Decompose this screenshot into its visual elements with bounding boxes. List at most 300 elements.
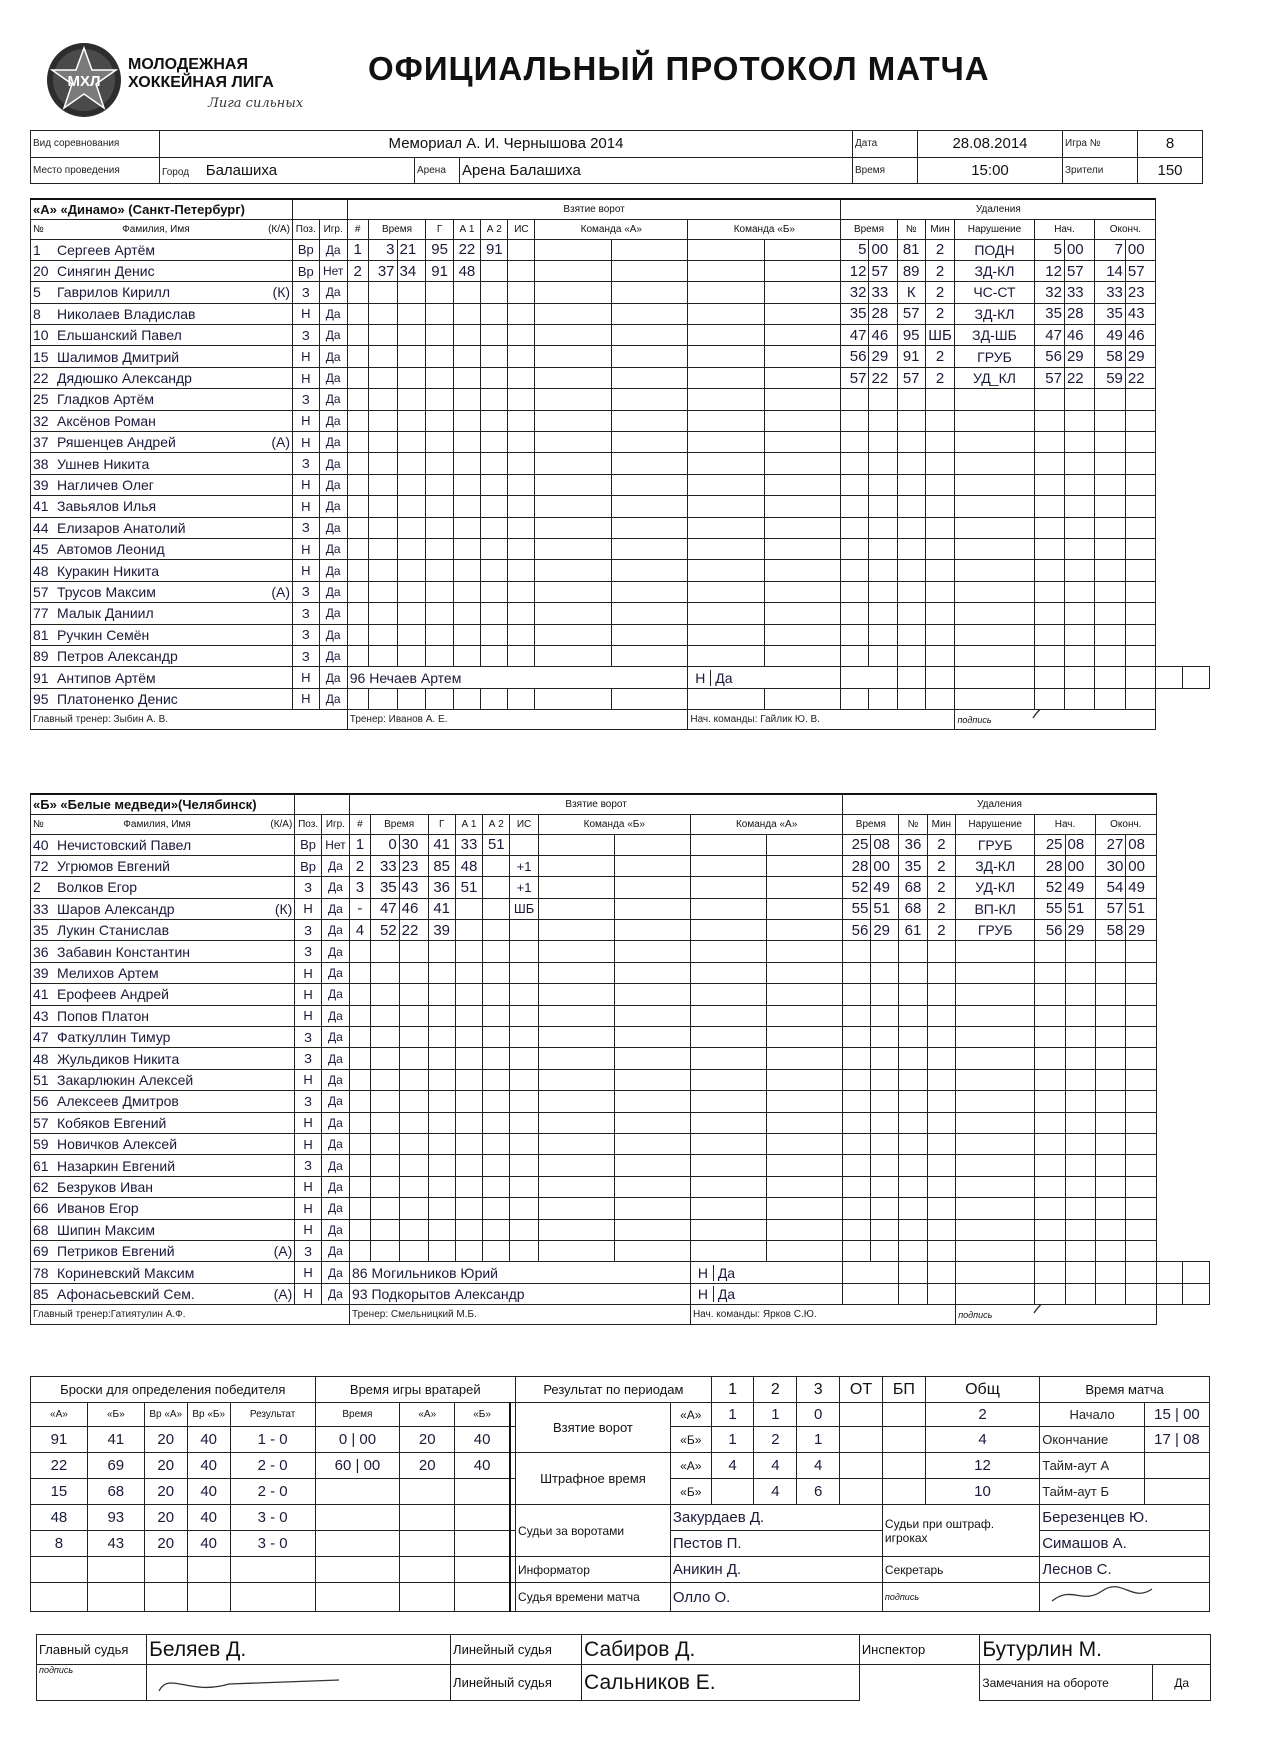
teamB-pen-start-sec (1065, 1219, 1095, 1240)
teamB-player-pos: З (295, 1091, 322, 1112)
teamB-player-play: Да (321, 1048, 349, 1069)
teamB-player-no: 40 (33, 836, 49, 853)
teamB-goal-min: 35 (370, 877, 399, 898)
teamB-pen-end-min (1095, 1069, 1125, 1090)
goal-judge-1: Закурдаев Д. (670, 1505, 882, 1531)
teamB-pen-minutes (927, 1069, 956, 1090)
teamB-pen-min (899, 1262, 927, 1283)
teamA-pen-min (841, 560, 869, 581)
teamA-col-name: Фамилия, Имя (122, 223, 190, 235)
teamB-player-name: Афонасьевский Сем. (57, 1285, 195, 1302)
teamB-pen-end-min (1095, 1091, 1125, 1112)
teamA-goal-scorer (426, 432, 453, 453)
teamB-goal-scorer (428, 1219, 455, 1240)
teamB-pen-start-sec (1065, 1069, 1095, 1090)
teamB-goal-no (350, 1198, 371, 1219)
teamB-player-name: Петриков Евгений (57, 1243, 175, 1260)
teamB-player-no: 78 (33, 1264, 49, 1281)
teamB-goal-a1 (455, 1176, 482, 1197)
teamB-pen-end-sec (1126, 1027, 1156, 1048)
teamA-player-no: 41 (33, 498, 49, 515)
teamB-goal-sec: 46 (399, 898, 428, 919)
teamB-col-pen-start: Нач. (1035, 814, 1096, 834)
teamA-goal-no (347, 624, 368, 645)
teamB-pen-minutes (927, 1240, 956, 1261)
teamA-pen-start-sec (1064, 645, 1094, 666)
teamB-goal-a2 (483, 1005, 510, 1026)
teamA-goal-min (368, 474, 397, 495)
teamA-pen-player: 57 (897, 303, 925, 324)
teamB-player-name: Нечистовский Павел (57, 836, 192, 853)
teamA-goal-no (347, 474, 368, 495)
game-value: 8 (1138, 131, 1203, 158)
teamB-pen-sec: 08 (871, 834, 899, 855)
pim-a-bp (882, 1453, 925, 1479)
teamA-pen-sec (925, 667, 955, 688)
teamA-pen-end-sec (1125, 432, 1155, 453)
teamA-pen-player: 95 (897, 325, 925, 346)
goals-a-p1: 1 (711, 1403, 754, 1427)
teamA-pen-min (841, 389, 869, 410)
teamA-goal-min (368, 432, 397, 453)
teamB-pen-start-sec (1065, 1155, 1095, 1176)
teamB-pen-minutes (927, 941, 956, 962)
teamA-player-ka: (А) (271, 583, 291, 600)
teamB-player-play: Да (321, 1283, 349, 1304)
teamA-player-no: 39 (33, 476, 49, 493)
teamB-goal-a2 (483, 1240, 510, 1261)
teamA-pen-minutes (925, 603, 955, 624)
teamB-player-pos: З (295, 1155, 322, 1176)
teamA-player-play: Да (319, 389, 347, 410)
teamA-pen-end-sec: 43 (1125, 303, 1155, 324)
teamB-goal-a2 (483, 1091, 510, 1112)
teamA-goal-sec (397, 517, 426, 538)
teamA-pen-end-sec (1125, 517, 1155, 538)
arena-label: Арена (415, 157, 460, 184)
teamB-penalties-title: Удаления (843, 794, 1156, 814)
teamB-pen-player: 35 (899, 855, 927, 876)
teamA-goal-a1 (453, 325, 480, 346)
teamA-player-no: 37 (33, 434, 49, 451)
teamA-pen-start-min (1034, 603, 1064, 624)
teamA-pen-end-sec: 29 (1125, 346, 1155, 367)
teamB-goal-scorer (428, 1133, 455, 1154)
teamB-pen-violation (956, 1069, 1035, 1090)
teamA-table-row (31, 688, 1210, 709)
goalie-row-2-a: 20 (400, 1453, 455, 1479)
teamA-pen-end-min (1095, 560, 1125, 581)
teamA-player-play: Да (319, 282, 347, 303)
teamA-pen-start-min (1034, 538, 1064, 559)
teamB-goal-is (510, 1133, 538, 1154)
teamB-pen-player (899, 1048, 927, 1069)
teamA-goal-is (508, 474, 535, 495)
teamB-goal-sec (399, 962, 428, 983)
teamB-goal-a1 (455, 1091, 482, 1112)
teamA-goal-a2 (481, 581, 508, 602)
teamA-pen-start-sec: 00 (1064, 239, 1094, 260)
teamA-player-name: Гаврилов Кирилл (57, 284, 170, 301)
teamA-goal-a1 (453, 581, 480, 602)
teamA-pen-player: 91 (897, 346, 925, 367)
teamA-pen-min (897, 667, 925, 688)
teamA-pen-sec: 46 (869, 325, 897, 346)
teamB-pen-player (899, 1005, 927, 1026)
teamA-pen-end-min (1095, 538, 1125, 559)
teamB-goal-no: - (350, 898, 371, 919)
teamB-goal-is: +1 (510, 877, 538, 898)
teamB-player-pos: З (295, 920, 322, 941)
teamA-pen-min: 12 (841, 260, 869, 281)
teamA-goal-a1 (453, 367, 480, 388)
teamA-pen-start-min (1034, 624, 1064, 645)
teamB-goal-a2 (483, 1112, 510, 1133)
teamA-goal-scorer (426, 624, 453, 645)
teamB-player-no: 36 (33, 943, 49, 960)
time-label: Время (853, 157, 918, 184)
shootout-row-4-a: 48 (31, 1505, 88, 1531)
teamA-player-pos: З (293, 645, 320, 666)
teamA-goal-a1: 22 (453, 239, 480, 260)
teamB-player-pos: Н (295, 984, 322, 1005)
teamA-player-pos: З (293, 453, 320, 474)
teamB-goal-no: 1 (350, 834, 371, 855)
teamA-table-row (31, 367, 1210, 388)
teamB-goal-scorer (428, 1155, 455, 1176)
teamB-pen-violation: ГРУБ (956, 920, 1035, 941)
teamB-player-no: 35 (33, 922, 49, 939)
teamA-col-play: Игр. (319, 219, 347, 239)
teamA-pen-player: 81 (897, 239, 925, 260)
teamA-player-name: Ельшанский Павел (57, 327, 182, 344)
time-value: 15:00 (918, 157, 1063, 184)
teamA-col-pen-start: Нач. (1034, 219, 1095, 239)
teamB-pen-min (843, 1240, 871, 1261)
teamA-pen-sec: 57 (869, 260, 897, 281)
teamB-col-pen-viol: Нарушение (956, 814, 1035, 834)
teamB-pen-player: 61 (899, 920, 927, 941)
teamA-pen-end-min: 35 (1095, 303, 1125, 324)
teamA-goal-no (347, 581, 368, 602)
league-logo (44, 40, 124, 120)
teamB-goal-is (510, 834, 538, 855)
teamA-pen-min (841, 496, 869, 517)
teamA-pen-violation (955, 517, 1034, 538)
teamA-pen-minutes: 2 (925, 346, 955, 367)
teamA-goal-a2 (481, 645, 508, 666)
teamA-goal-sec: 34 (397, 260, 426, 281)
teamA-goal-a2 (481, 325, 508, 346)
teamB-team-chief: Нач. команды: Ярков С.Ю. (690, 1305, 955, 1325)
teamA-goal-no: 1 (347, 239, 368, 260)
teamA-pen-end-min (1095, 603, 1125, 624)
teamB-goal-is (510, 1240, 538, 1261)
teamB-pen-min (843, 1091, 871, 1112)
logo-text: МХЛ (67, 73, 101, 90)
teamB-player-pos: Н (295, 1262, 322, 1283)
teamB-goal-sec (399, 1048, 428, 1069)
teamB-player-play: Нет (321, 834, 349, 855)
timeout-b-label: Тайм-аут Б (1040, 1479, 1145, 1505)
teamA-table-row (31, 346, 1210, 367)
teamA-pen-sec (869, 688, 897, 709)
teamB-goal-a2 (483, 1219, 510, 1240)
teamB-pen-minutes: 2 (927, 855, 956, 876)
teamA-signature (1025, 710, 1145, 725)
teamB-goal-a2 (483, 962, 510, 983)
teamA-pen-start-sec (1064, 432, 1094, 453)
teamB-goal-a2 (483, 920, 510, 941)
teamA-pen-violation: ЧС-СТ (955, 282, 1034, 303)
teamA-goal-no (347, 282, 368, 303)
teamB-table-row (31, 1005, 1210, 1026)
teamB-col-goal-no: # (350, 814, 371, 834)
teamB-player-name: Угрюмов Евгений (57, 858, 170, 875)
teamB-goal-sec (399, 1133, 428, 1154)
teamA-table-row (31, 581, 1210, 602)
teamA-player-pos: Вр (293, 260, 320, 281)
teamB-pen-end-min (1095, 1112, 1125, 1133)
teamA-pen-min (841, 474, 869, 495)
teamA-goal-scorer (426, 303, 453, 324)
teamB-table-row (31, 1176, 1210, 1197)
teamA-player-no: 91 (33, 669, 49, 686)
teamB-pen-end-sec (1126, 1176, 1156, 1197)
teamB-goal-a1 (455, 1133, 482, 1154)
teamA-pen-min (841, 581, 869, 602)
teamA-goal-min (368, 581, 397, 602)
teamA-pen-start-min: 32 (1034, 282, 1064, 303)
teamB-pen-end-min (1156, 1262, 1183, 1283)
teamA-table-row (31, 624, 1210, 645)
teamB-player-no: 56 (33, 1093, 49, 1110)
teamB-pen-player (899, 1027, 927, 1048)
teamB-col-pen-no: № (899, 814, 927, 834)
shootout-row-3-result: 2 - 0 (230, 1479, 315, 1505)
teamA-pen-minutes (925, 538, 955, 559)
teamB-goal-a1: 48 (455, 855, 482, 876)
teamB-player-name: Новичков Алексей (57, 1136, 178, 1153)
teamB-goal-sec (399, 1091, 428, 1112)
teamB-pen-end-sec (1126, 1091, 1156, 1112)
teamB-table-row (31, 1112, 1210, 1133)
referee-sign-label: подпись (37, 1665, 147, 1701)
teamB-pen-end-sec (1126, 941, 1156, 962)
teamA-goal-no (347, 603, 368, 624)
teamB-col-pen-end: Оконч. (1095, 814, 1156, 834)
teamA-pen-minutes (925, 432, 955, 453)
goalie-b-header: «Б» (455, 1403, 510, 1427)
teamB-col-pen-time: Время (843, 814, 899, 834)
teamA-pen-min: 32 (841, 282, 869, 303)
teamA-pen-end-sec (1125, 645, 1155, 666)
teamA-player-play: Да (319, 303, 347, 324)
teamA-pen-sec (869, 453, 897, 474)
teamA-goal-a1 (453, 603, 480, 624)
shootout-row-2-ga: 20 (144, 1453, 187, 1479)
teamB-col-a1: А 1 (455, 814, 482, 834)
teamA-goal-is (508, 346, 535, 367)
teamA-goal-a2 (481, 624, 508, 645)
teamA-goal-no (347, 688, 368, 709)
teamA-goal-sec (397, 453, 426, 474)
teamB-goal-scorer (428, 1005, 455, 1026)
teamA-player-play: Да (319, 410, 347, 431)
teamB-goal-sec (399, 1155, 428, 1176)
teamA-player-name: Шалимов Дмитрий (57, 348, 180, 365)
teamA-goal-is (508, 538, 535, 559)
teamA-pen-violation: ГРУБ (955, 346, 1034, 367)
teamB-goal-scorer (428, 962, 455, 983)
teamA-pen-start-sec: 22 (1064, 367, 1094, 388)
teamB-pen-start-sec (1065, 1048, 1095, 1069)
teamB-goal-is (510, 1198, 538, 1219)
arena-value: Арена Балашиха (460, 157, 853, 184)
teamA-pen-end-min (1095, 410, 1125, 431)
teamA-pen-player (897, 538, 925, 559)
teamA-player-no: 10 (33, 327, 49, 344)
teamA-player-no: 44 (33, 519, 49, 536)
teamA-table-row (31, 496, 1210, 517)
teamA-goal-sec (397, 367, 426, 388)
teamA-goal-a1 (453, 432, 480, 453)
teamA-pen-start-sec (1064, 688, 1094, 709)
teamB-goal-no (350, 1155, 371, 1176)
teamB-player-name: Мелихов Артем (57, 965, 159, 982)
teamA-player-play: Да (319, 538, 347, 559)
teamA-goal-no (347, 325, 368, 346)
teamA-pen-start-min: 5 (1034, 239, 1064, 260)
teamB-player-play: Да (321, 855, 349, 876)
teamA-pen-sec (869, 603, 897, 624)
end-hour: 17 (1154, 1431, 1171, 1448)
teamB-pen-start-min (1035, 1240, 1065, 1261)
teamB-goal-min (370, 1240, 399, 1261)
teamB-goal-scorer (428, 1240, 455, 1261)
secretary-label: Секретарь (882, 1557, 1039, 1583)
spectators-value: 150 (1138, 157, 1203, 184)
teamB-pen-player: 68 (899, 877, 927, 898)
teamA-player-pos: З (293, 603, 320, 624)
teamA-col-team-a: Команда «А» (535, 219, 688, 239)
teamA-player-pos: Н (293, 667, 320, 688)
teamA-pen-minutes (925, 474, 955, 495)
teamA-pen-min (841, 688, 869, 709)
goalie-row-2-b: 40 (455, 1453, 510, 1479)
teamA-pen-start-min: 47 (1034, 325, 1064, 346)
goal-judge-2: Пестов П. (670, 1531, 882, 1557)
teamA-player-pos: Н (293, 410, 320, 431)
goalie-row-1-min: 0 (338, 1431, 348, 1448)
teamB-pen-end-sec: 08 (1126, 834, 1156, 855)
teamB-player-play: Да (321, 920, 349, 941)
teamA-pen-violation (955, 645, 1034, 666)
teamA-goal-sec (397, 560, 426, 581)
competition-value: Мемориал А. И. Чернышова 2014 (160, 131, 853, 158)
city-value: Балашиха (205, 161, 278, 179)
teamA-pen-min (841, 432, 869, 453)
teamA-goal-a2 (481, 367, 508, 388)
linesman-1-value: Сабиров Д. (582, 1635, 860, 1665)
teamB-pen-min (843, 984, 871, 1005)
teamB-head-coach: Главный тренер:Гатиятулин А.Ф. (31, 1305, 350, 1325)
teamA-pen-violation (955, 496, 1034, 517)
teamB-pen-violation (956, 941, 1035, 962)
teamB-pen-violation (1065, 1283, 1095, 1304)
teamB-goal-sec (399, 941, 428, 962)
teamA-player-no: 15 (33, 348, 49, 365)
teamB-goal-a2 (483, 1048, 510, 1069)
teamB-pen-player (899, 1091, 927, 1112)
teamA-pen-start-sec: 46 (1064, 325, 1094, 346)
teamB-goal-a2 (483, 941, 510, 962)
teamB-goal-sec: 23 (399, 855, 428, 876)
teamB-goal-scorer: 41 (428, 834, 455, 855)
teamB-pen-violation: УД-КЛ (956, 877, 1035, 898)
teamB-pen-minutes: 2 (927, 898, 956, 919)
teamA-pen-sec (869, 538, 897, 559)
teamB-player-no: 59 (33, 1136, 49, 1153)
goals-period-a: «А» (670, 1403, 711, 1427)
teamA-pen-sec: 28 (869, 303, 897, 324)
teamA-col-no: № (33, 223, 44, 235)
teamB-pen-sec (871, 984, 899, 1005)
teamB-player-play: Да (321, 1069, 349, 1090)
teamB-player-pos: Н (295, 1112, 322, 1133)
teamB-goal-a1: 51 (455, 877, 482, 898)
goalie-row-1-b: 40 (455, 1427, 510, 1453)
teamA-pen-start-min (1034, 474, 1064, 495)
teamB-pen-player (899, 1112, 927, 1133)
teamA-extra-player-pos: Н (690, 670, 711, 686)
teamB-pen-player (899, 984, 927, 1005)
teamB-pen-violation (956, 1133, 1035, 1154)
teamA-goal-min (368, 517, 397, 538)
teamB-goal-is (510, 920, 538, 941)
teamA-pen-end-sec (1125, 389, 1155, 410)
teamA-pen-minutes (925, 560, 955, 581)
teamA-pen-end-sec: 23 (1125, 282, 1155, 303)
teamA-pen-player (897, 474, 925, 495)
teamA-player-pos: З (293, 624, 320, 645)
teamB-goal-no (350, 1069, 371, 1090)
teamB-goals-title: Взятие ворот (350, 794, 843, 814)
linesman-2-value: Сальников Е. (582, 1665, 860, 1701)
teamB-pen-sec (871, 1112, 899, 1133)
teamB-goal-a1 (455, 1005, 482, 1026)
teamB-pen-sec (871, 1155, 899, 1176)
teamA-player-pos: Н (293, 560, 320, 581)
shootout-row-2-result: 2 - 0 (230, 1453, 315, 1479)
teamB-player-pos: З (295, 941, 322, 962)
penalty-judge-2: Симашов А. (1040, 1531, 1210, 1557)
teamB-goal-scorer (428, 1112, 455, 1133)
teamB-pen-start-min (1035, 1069, 1065, 1090)
teamA-goal-a1 (453, 389, 480, 410)
teamA-player-no: 20 (33, 263, 49, 280)
teamB-pen-end-min (1095, 1048, 1125, 1069)
teamA-pen-end-sec (1125, 688, 1155, 709)
teamB-pen-min (843, 1219, 871, 1240)
teamA-goal-scorer (426, 389, 453, 410)
goalie-row-1-sec: 00 (359, 1431, 377, 1448)
shootout-row-5-result: 3 - 0 (230, 1531, 315, 1557)
teamB-pen-sec (871, 1176, 899, 1197)
teamA-pen-end-sec (1125, 496, 1155, 517)
teamB-pen-sec (871, 1198, 899, 1219)
teamA-pen-sec (869, 432, 897, 453)
